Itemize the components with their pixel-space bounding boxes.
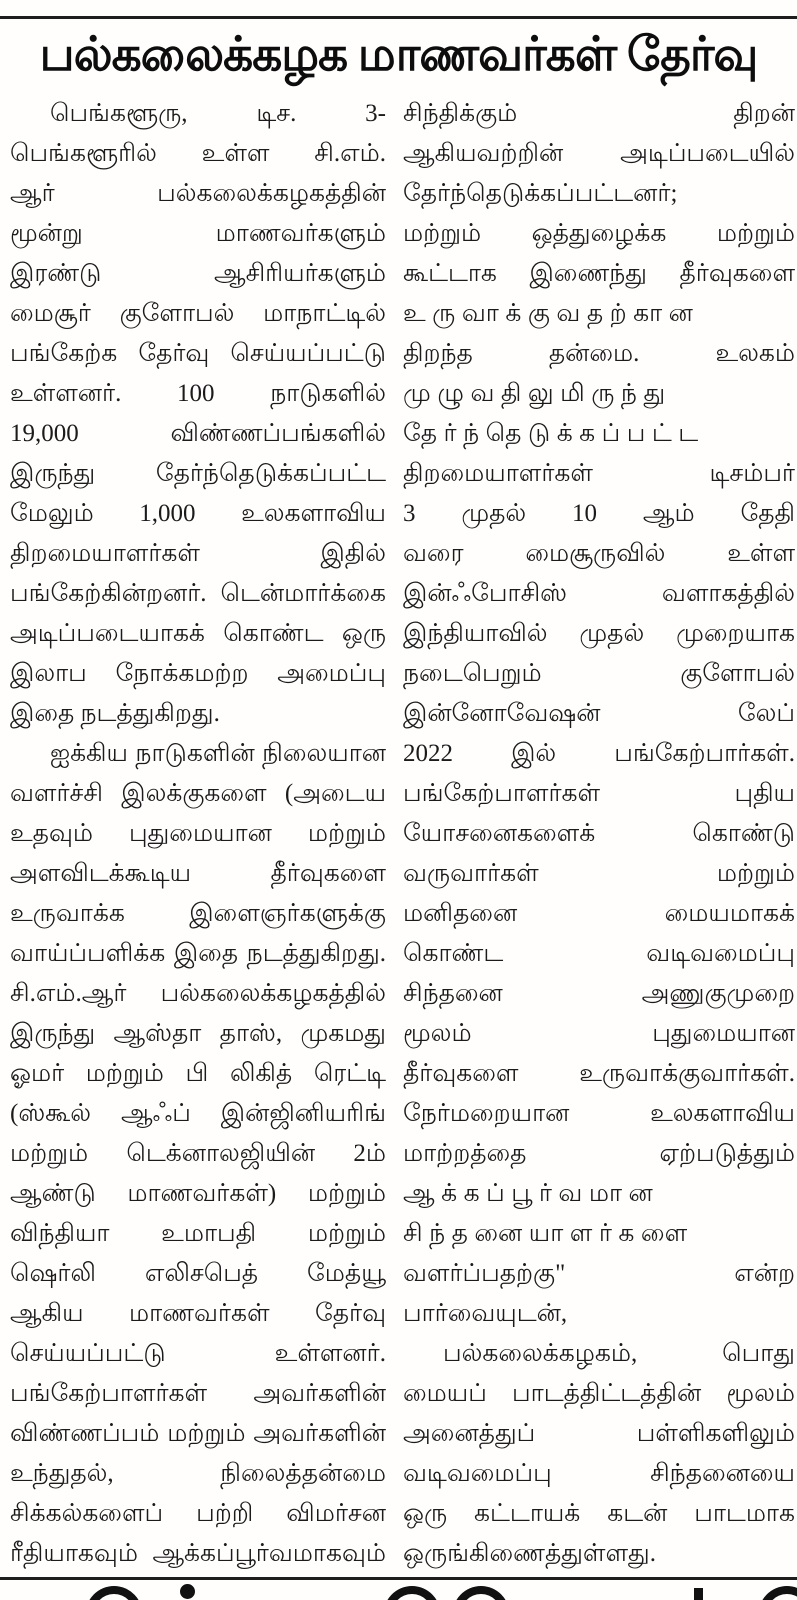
text-line: 2022 இல் பங்கேற்பார்கள். [403, 740, 795, 767]
text-line: உள்ளனர். 100 நாடுகளில் [10, 380, 386, 407]
clipped-headline-fragment [85, 1586, 143, 1600]
text-line: மாற்றத்தை ஏற்படுத்தும் [403, 1140, 795, 1167]
text-line: விண்ணப்பம் மற்றும் அவர்களின் [10, 1420, 386, 1447]
text-line: மூன்று மாணவர்களும் [10, 220, 386, 247]
text-line: தேர்ந்தெடுக்கப்பட்டனர்; [403, 180, 678, 207]
text-line: வருவார்கள் மற்றும் [403, 860, 795, 887]
article-headline: பல்கலைக்கழக மாணவர்கள் தேர்வு [39, 29, 758, 81]
text-line: இரண்டு ஆசிரியர்களும் [10, 260, 386, 287]
text-line: ஆக்கப்பூர்வமான [403, 1180, 660, 1207]
clipped-headline-fragment [180, 1584, 195, 1599]
text-line: பங்கேற்பாளர்கள் அவர்களின் [10, 1380, 386, 1407]
text-line: திறந்த தன்மை. உலகம் [403, 340, 795, 367]
text-line: மைசூர் குளோபல் மாநாட்டில் [10, 300, 386, 327]
text-line: மற்றும் டெக்னாலஜியின் 2ம் [10, 1140, 386, 1167]
clipped-next-headline [0, 1584, 797, 1600]
text-line: மையப் பாடத்திட்டத்தின் மூலம் [403, 1380, 795, 1407]
article-left-column [10, 94, 386, 1574]
text-line: இருந்து ஆஸ்தா தாஸ், முகமது [10, 1020, 386, 1047]
text-line: ஓமர் மற்றும் பி லிகித் ரெட்டி [10, 1060, 386, 1087]
text-line: 3 முதல் 10 ஆம் தேதி [403, 500, 795, 527]
text-line: வளர்ப்பதற்கு" என்ற [403, 1260, 795, 1287]
text-line: ஒரு கட்டாயக் கடன் பாடமாக [403, 1500, 795, 1527]
text-line: அனைத்துப் பள்ளிகளிலும் [403, 1420, 795, 1447]
text-line: பார்வையுடன், [403, 1300, 568, 1327]
clipped-headline-fragment [694, 1588, 703, 1600]
text-line: நேர்மறையான உலகளாவிய [403, 1100, 795, 1127]
text-line: சிந்தனையாளர்களை [403, 1220, 694, 1247]
text-line: பங்கேற்கின்றனர். டென்மார்க்கை [10, 580, 386, 607]
text-line: மேலும் 1,000 உலகளாவிய [10, 500, 386, 527]
text-line: பல்கலைக்கழகம், பொது [443, 1340, 795, 1367]
text-line: உதவும் புதுமையான மற்றும் [10, 820, 386, 847]
text-line: விந்தியா உமாபதி மற்றும் [10, 1220, 386, 1247]
text-line: இலாப நோக்கமற்ற அமைப்பு [10, 660, 386, 687]
text-line: உந்துதல், நிலைத்தன்மை [10, 1460, 386, 1487]
text-line: இதை நடத்துகிறது. [10, 700, 220, 727]
text-line: ஆண்டு மாணவர்கள்) மற்றும் [10, 1180, 386, 1207]
text-line: மற்றும் ஒத்துழைக்க மற்றும் [403, 220, 795, 247]
text-line: அடிப்படையாகக் கொண்ட ஒரு [10, 620, 386, 647]
text-line: உருவாக்க இளைஞர்களுக்கு [10, 900, 386, 927]
text-line: வளர்ச்சி இலக்குகளை (அடைய [10, 780, 386, 807]
text-line: இன்னோவேஷன் லேப் [403, 700, 795, 727]
text-line: பெங்களூரு, டிச. 3- [50, 100, 386, 127]
text-line: ஒருங்கிணைத்துள்ளது. [403, 1540, 656, 1567]
text-line: இருந்து தேர்ந்தெடுக்கப்பட்ட [10, 460, 386, 487]
text-line: அளவிடக்கூடிய தீர்வுகளை [10, 860, 386, 887]
text-line: வரை மைசூருவில் உள்ள [403, 540, 795, 567]
text-line: கொண்ட வடிவமைப்பு [403, 940, 795, 967]
text-line: இந்தியாவில் முதல் முறையாக [403, 620, 795, 647]
text-line: சி.எம்.ஆர் பல்கலைக்கழகத்தில் [10, 980, 386, 1007]
article-right-column [403, 94, 795, 1574]
text-line: (ஸ்கூல் ஆஃப் இன்ஜினியரிங் [10, 1100, 386, 1127]
bottom-divider-rule [0, 1577, 797, 1580]
text-line: யோசனைகளைக் கொண்டு [403, 820, 795, 847]
text-line: 19,000 விண்ணப்பங்களில் [10, 420, 386, 447]
text-line: தீர்வுகளை உருவாக்குவார்கள். [403, 1060, 795, 1087]
clipped-headline-fragment [383, 1586, 441, 1600]
top-divider-rule [0, 16, 797, 19]
text-line: நடைபெறும் குளோபல் [403, 660, 795, 687]
text-line: தேர்ந்தெடுக்கப்பட்ட [403, 420, 705, 447]
text-line: ஐக்கிய நாடுகளின் நிலையான [50, 740, 386, 767]
text-line: கூட்டாக இணைந்து தீர்வுகளை [403, 260, 795, 287]
text-line: சிந்தனை அணுகுமுறை [403, 980, 795, 1007]
text-line: ஆகியவற்றின் அடிப்படையில் [403, 140, 795, 167]
text-line: திறமையாளர்கள் டிசம்பர் [403, 460, 795, 487]
text-line: மனிதனை மையமாகக் [403, 900, 795, 927]
text-line: சிக்கல்களைப் பற்றி விமர்சன [10, 1500, 386, 1527]
text-line: பெங்களூரில் உள்ள சி.எம். [10, 140, 386, 167]
text-line: செய்யப்பட்டு உள்ளனர். [10, 1340, 386, 1367]
text-line: வாய்ப்பளிக்க இதை நடத்துகிறது. [10, 940, 386, 967]
text-line: ரீதியாகவும் ஆக்கப்பூர்வமாகவும் [10, 1540, 386, 1567]
text-line: உருவாக்குவதற்கான [403, 300, 700, 327]
text-line: வடிவமைப்பு சிந்தனையை [403, 1460, 795, 1487]
text-line: ஆகிய மாணவர்கள் தேர்வு [10, 1300, 386, 1327]
clipped-headline-fragment [452, 1586, 510, 1600]
text-line: பங்கேற்பாளர்கள் புதிய [403, 780, 795, 807]
text-line: ஆர் பல்கலைக்கழகத்தின் [10, 180, 386, 207]
text-line: முழுவதிலுமிருந்து [403, 380, 672, 407]
text-line: இன்ஃபோசிஸ் வளாகத்தில் [403, 580, 795, 607]
text-line: ஷெர்லி எலிசபெத் மேத்யூ [10, 1260, 386, 1287]
clipped-headline-fragment [758, 1586, 797, 1600]
text-line: சிந்திக்கும் திறன் [403, 100, 795, 127]
text-line: மூலம் புதுமையான [403, 1020, 795, 1047]
text-line: திறமையாளர்கள் இதில் [10, 540, 386, 567]
text-line: பங்கேற்க தேர்வு செய்யப்பட்டு [10, 340, 386, 367]
